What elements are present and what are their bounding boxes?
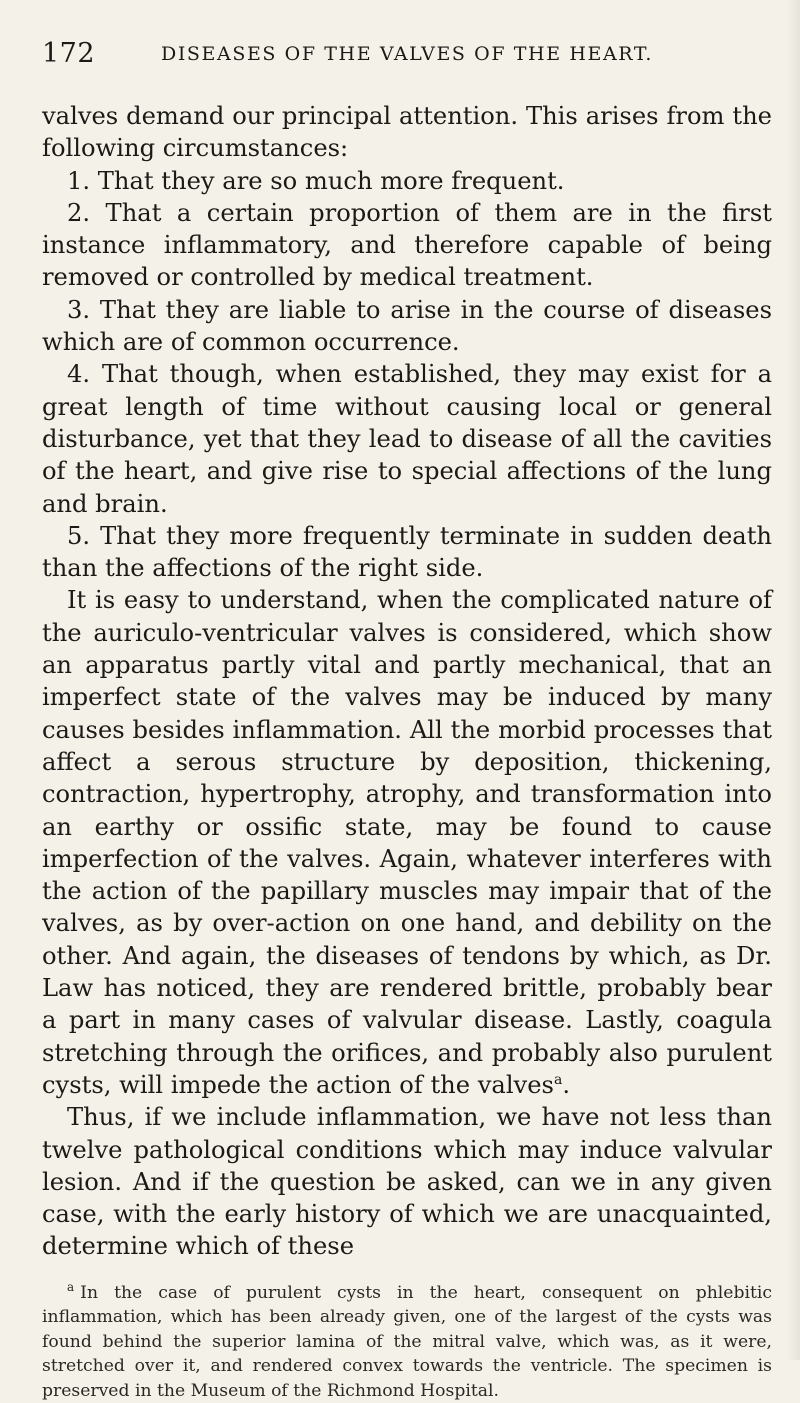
page-edge-shadow — [786, 0, 800, 1360]
running-title: DISEASES OF THE VALVES OF THE HEART. — [160, 43, 653, 65]
paragraph-causes-end: . — [562, 1070, 571, 1099]
body-text — [42, 100, 772, 1263]
paragraph-intro: valves demand our principal attention. This arises from the following circumstances: — [42, 102, 772, 163]
paragraph-causes-text: It is easy to understand, when the complicated nature of the auriculo-ventricular valves is considered, which show an apparatus partly vital and partly mechanical, that an imperfect state of the valves may be induced by many causes besides inflammation. All the morbid processes that affect a serous structure by deposition, thickening, contraction, hypertrophy, atrophy, and transformation into an earthy or ossific state, may be found to cause imperfection of the valves. Again, whatever interferes with the action of the papillary muscles may impair that of the valves, as by over-action on one hand, and debility on the other. And again, the diseases of tendons by which, as Dr. Law has noticed, they are rendered brittle, probably bear a part in many cases of valvular disease. Lastly, coagula stretching through the orifices, and probably also purulent cysts, will impede the action of the valves — [42, 586, 772, 1099]
list-item-3: 3. That they are liable to arise in the course of diseases which are of common occurrence. — [42, 295, 772, 357]
footnote-reference: a — [553, 1071, 563, 1088]
list-item-4: 4. That though, when established, they may exist for a great length of time without causing local or general disturbance, yet that they lead to disease of all the cavities of the heart, and give rise to special affections of the lung and brain. — [42, 360, 772, 518]
running-head — [42, 38, 772, 72]
footnote-text: In the case of purulent cysts in the heart, consequent on phlebitic inflammation, which has been already given, one of the largest of the cysts was found behind the superior lamina of the mitral valve, which was, as it were, stretched over it, and rendered convex towards the ventricle. The specimen is preserved in the Museum of the Richmond Hospital. — [42, 1282, 772, 1401]
list-item-2: 2. That a certain proportion of them are in the first instance inflammatory, and therefore capable of being removed or controlled by medical treatment. — [42, 198, 772, 292]
paragraph-causes — [42, 584, 772, 1101]
footnote-symbol: a — [67, 1279, 75, 1294]
list-item-1: 1. That they are so much more frequent. — [67, 166, 565, 195]
page-number: 172 — [42, 38, 96, 69]
footnote — [42, 1281, 772, 1403]
list-item-5: 5. That they more frequently terminate in sudden death than the affections of the right side. — [42, 521, 772, 583]
footnote-paragraph — [42, 1281, 772, 1403]
paragraph-conditions: Thus, if we include inflammation, we have not less than twelve pathological conditions which may induce valvular lesion. And if the question be asked, can we in any given case, with the early history of which we are unacquainted, determine which of these — [42, 1103, 772, 1261]
